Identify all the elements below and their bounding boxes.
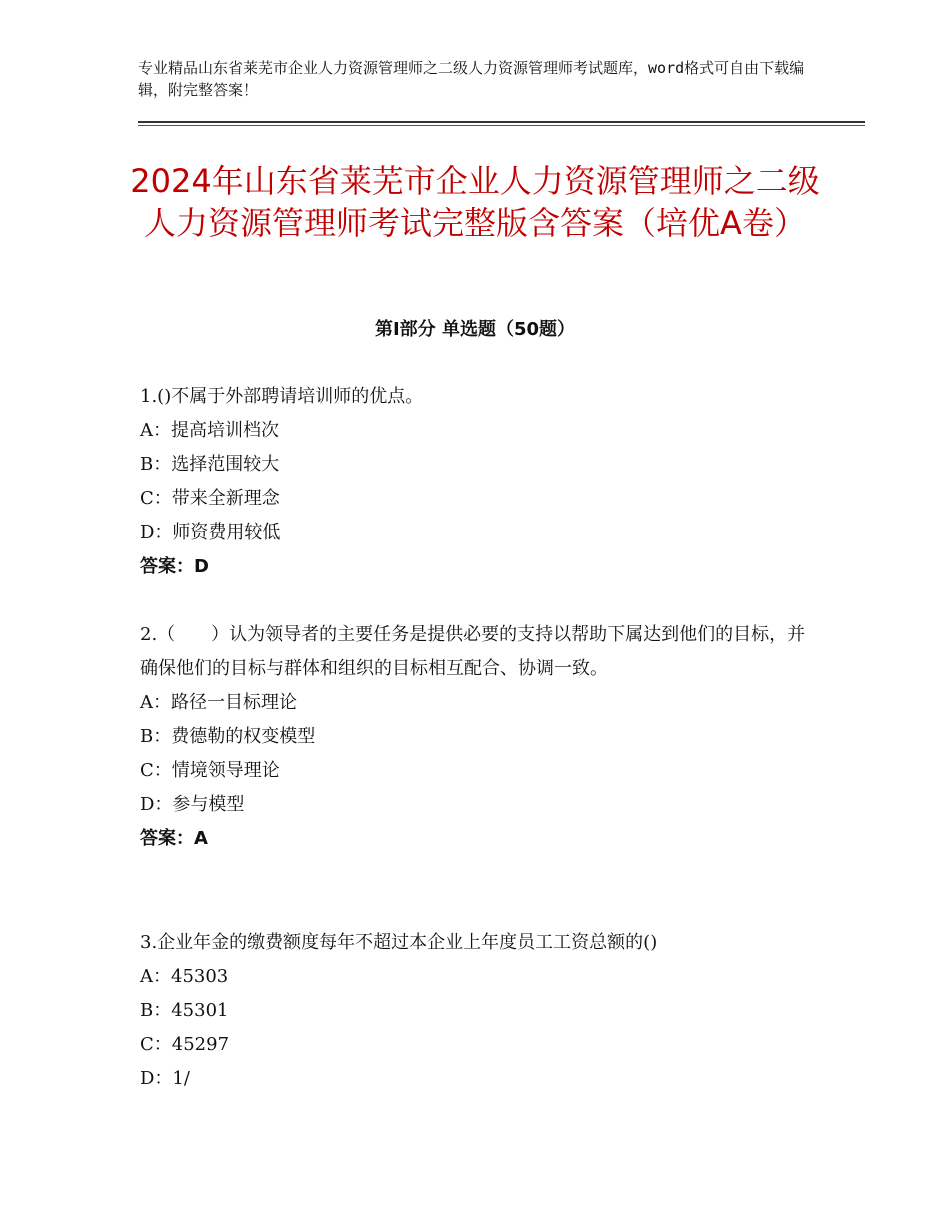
option-b: B：费德勒的权变模型 [140, 726, 316, 747]
header-note: 专业精品山东省莱芜市企业人力资源管理师之二级人力资源管理师考试题库，word格式可自由下载编辑，附完整答案！ [138, 59, 805, 99]
question-stem: 1.()不属于外部聘请培训师的优点。 [140, 386, 424, 407]
option-d: D：师资费用较低 [140, 522, 281, 543]
option-b: B：45301 [140, 1000, 229, 1021]
question-stem: 2.（ ）认为领导者的主要任务是提供必要的支持以帮助下属达到他们的目标，并确保他们的目标与群体和组织的目标相互配合、协调一致。 [140, 624, 806, 679]
document-title: 2024年山东省莱芜市企业人力资源管理师之二级人力资源管理师考试完整版含答案（培优A卷） [130, 162, 820, 242]
header-divider-thin [138, 125, 865, 126]
answer-line [140, 550, 820, 584]
question-1 [140, 380, 820, 584]
answer-line [140, 822, 820, 856]
question-stem: 3.企业年金的缴费额度每年不超过本企业上年度员工工资总额的() [140, 932, 658, 953]
option-c: C：带来全新理念 [140, 488, 280, 509]
option-b: B：选择范围较大 [140, 454, 280, 475]
answer-label: 答案： [140, 556, 194, 577]
answer-label: 答案： [140, 828, 194, 849]
answer-value: D [194, 556, 209, 577]
header-divider-thick [138, 121, 865, 123]
question-3 [140, 926, 820, 1096]
option-a: A：路径一目标理论 [140, 692, 297, 713]
option-c: C：45297 [140, 1034, 230, 1055]
option-d: D：1/ [140, 1068, 190, 1089]
option-d: D：参与模型 [140, 794, 245, 815]
option-a: A：提高培训档次 [140, 420, 279, 441]
answer-value: A [194, 828, 208, 849]
section-heading: 第Ⅰ部分 单选题（50题） [374, 319, 575, 340]
option-a: A：45303 [140, 966, 229, 987]
question-2 [140, 618, 820, 856]
option-c: C：情境领导理论 [140, 760, 280, 781]
